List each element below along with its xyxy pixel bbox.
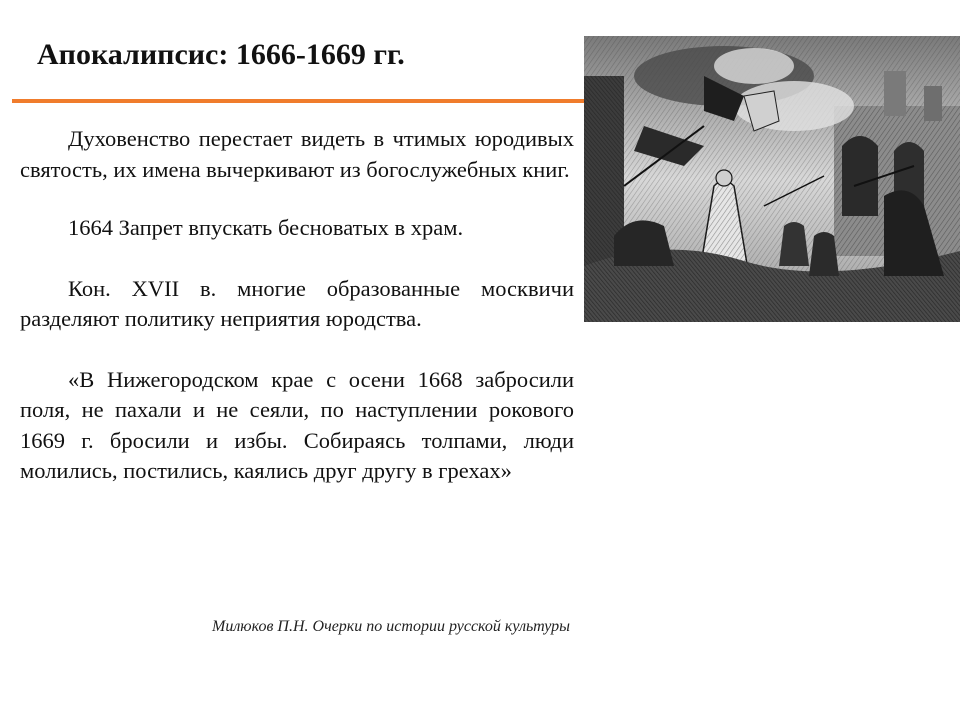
paragraph-clergy: Духовенство перестает видеть в чтимых юродивых святость, их имена вычеркивают из богослужебных книг. — [20, 126, 574, 182]
slide-body — [20, 124, 574, 487]
apocalypse-engraving-image — [584, 36, 960, 322]
title-underline — [12, 99, 584, 103]
paragraph-quote: «В Нижегородском крае с осени 1668 забросили поля, не пахали и не сеяли, по наступлении рокового 1669 г. бросили и избы. Собираясь толпами, люди молились, постились, каялись друг другу в грехах» — [20, 366, 574, 483]
citation: Милюков П.Н. Очерки по истории русской культуры — [212, 618, 570, 635]
paragraph-1664-ban: 1664 Запрет впускать бесноватых в храм. — [68, 215, 464, 240]
slide-title: Апокалипсис: 1666-1669 гг. — [37, 38, 405, 71]
paragraph-muscovites: Кон. XVII в. многие образованные москвичи разделяют политику неприятия юродства. — [20, 275, 574, 331]
